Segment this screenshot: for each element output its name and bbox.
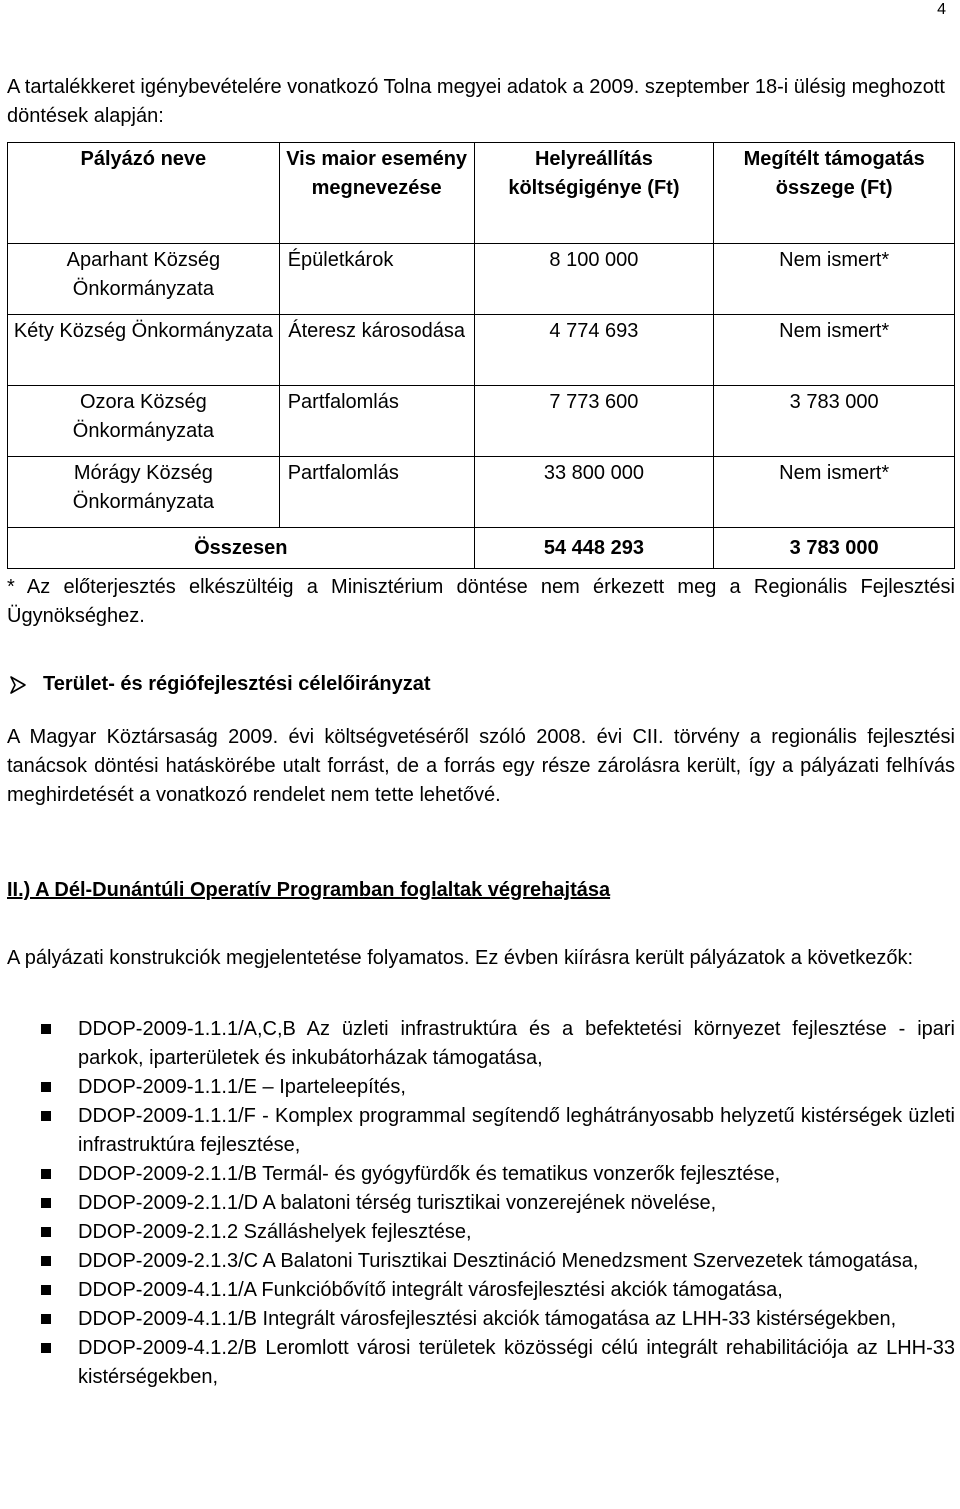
list-item xyxy=(7,1276,955,1305)
subsection-heading-text: Terület- és régiófejlesztési célelőirányzat xyxy=(43,673,431,695)
cell-event: Áteresz károsodása xyxy=(279,315,474,386)
list-item-text: DDOP-2009-1.1.1/F - Komplex programmal segítendő leghátrányosabb helyzetű kistérségek üzleti infrastruktúra fejlesztése, xyxy=(78,1105,955,1156)
list-item xyxy=(7,1247,955,1276)
header-event: Vis maior esemény megnevezése xyxy=(279,143,474,244)
tender-list xyxy=(7,1015,955,1392)
list-item-text: DDOP-2009-2.1.3/C A Balatoni Turisztikai Desztináció Menedzsment Szervezetek támogatása, xyxy=(78,1250,919,1272)
cell-cost: 7 773 600 xyxy=(474,386,714,457)
cell-support: Nem ismert* xyxy=(714,315,955,386)
cell-applicant: Ozora Község Önkormányzata xyxy=(8,386,280,457)
list-item-text: DDOP-2009-4.1.1/A Funkcióbővítő integrált városfejlesztési akciók támogatása, xyxy=(78,1279,783,1301)
list-item-text: DDOP-2009-1.1.1/E – Iparteleepítés, xyxy=(78,1076,406,1098)
list-item-text: DDOP-2009-4.1.1/B Integrált városfejlesztési akciók támogatása az LHH-33 kistérségekben, xyxy=(78,1308,897,1330)
table-total-row xyxy=(8,528,955,569)
cell-cost: 33 800 000 xyxy=(474,457,714,528)
cell-support: 3 783 000 xyxy=(714,386,955,457)
cell-event: Épületkárok xyxy=(279,244,474,315)
arrow-right-icon xyxy=(7,674,29,696)
total-support: 3 783 000 xyxy=(714,528,955,569)
bullet-square-icon xyxy=(41,1285,51,1295)
header-applicant: Pályázó neve xyxy=(8,143,280,244)
cell-cost: 8 100 000 xyxy=(474,244,714,315)
cell-support: Nem ismert* xyxy=(714,457,955,528)
table-row xyxy=(8,244,955,315)
list-item-text: DDOP-2009-4.1.2/B Leromlott városi területek közösségi célú integrált rehabilitációja az LHH-33 kistérségekben, xyxy=(78,1337,955,1388)
subsection-heading xyxy=(7,670,431,699)
list-item xyxy=(7,1015,955,1073)
cell-event: Partfalomlás xyxy=(279,386,474,457)
bullet-square-icon xyxy=(41,1314,51,1324)
list-item-text: DDOP-2009-2.1.1/B Termál- és gyógyfürdők és tematikus vonzerők fejlesztése, xyxy=(78,1163,781,1185)
page-number: 4 xyxy=(937,1,946,18)
list-item-text: DDOP-2009-1.1.1/A,C,B Az üzleti infrastruktúra és a befektetési környezet fejlesztése - ipari parkok, iparterületek és inkubátorházak támogatása, xyxy=(78,1018,955,1069)
list-item-text: DDOP-2009-2.1.2 Szálláshelyek fejlesztése, xyxy=(78,1221,472,1243)
list-item xyxy=(7,1073,955,1102)
header-support: Megítélt támogatás összege (Ft) xyxy=(714,143,955,244)
header-cost: Helyreállítás költségigénye (Ft) xyxy=(474,143,714,244)
bullet-square-icon xyxy=(41,1256,51,1266)
bullet-square-icon xyxy=(41,1343,51,1353)
bullet-square-icon xyxy=(41,1024,51,1034)
list-item xyxy=(7,1305,955,1334)
bullet-square-icon xyxy=(41,1111,51,1121)
list-item xyxy=(7,1102,955,1160)
total-cost: 54 448 293 xyxy=(474,528,714,569)
bullet-square-icon xyxy=(41,1227,51,1237)
list-item xyxy=(7,1189,955,1218)
table-header-row xyxy=(8,143,955,244)
table-row xyxy=(8,315,955,386)
cell-applicant: Aparhant Község Önkormányzata xyxy=(8,244,280,315)
table-row xyxy=(8,386,955,457)
cell-event: Partfalomlás xyxy=(279,457,474,528)
intro-paragraph: A tartalékkeret igénybevételére vonatkozó Tolna megyei adatok a 2009. szeptember 18-i ülésig meghozott döntések alapján: xyxy=(7,76,945,127)
bullet-square-icon xyxy=(41,1082,51,1092)
tenders-intro-paragraph: A pályázati konstrukciók megjelentetése folyamatos. Ez évben kiírásra került pályázatok a következők: xyxy=(7,947,914,969)
bullet-square-icon xyxy=(41,1198,51,1208)
list-item xyxy=(7,1160,955,1189)
total-label: Összesen xyxy=(8,528,475,569)
table-row xyxy=(8,457,955,528)
section-title: II.) A Dél-Dunántúli Operatív Programban foglaltak végrehajtása xyxy=(7,879,611,901)
cell-cost: 4 774 693 xyxy=(474,315,714,386)
list-item xyxy=(7,1334,955,1392)
footnote: * Az előterjesztés elkészültéig a Minisztérium döntése nem érkezett meg a Regionális Fejlesztési Ügynökséghez. xyxy=(7,576,955,627)
list-item xyxy=(7,1218,955,1247)
cell-applicant: Kéty Község Önkormányzata xyxy=(8,315,280,386)
cell-applicant: Mórágy Község Önkormányzata xyxy=(8,457,280,528)
cell-support: Nem ismert* xyxy=(714,244,955,315)
list-item-text: DDOP-2009-2.1.1/D A balatoni térség turisztikai vonzerejének növelése, xyxy=(78,1192,717,1214)
bullet-square-icon xyxy=(41,1169,51,1179)
budget-paragraph: A Magyar Köztársaság 2009. évi költségvetéséről szóló 2008. évi CII. törvény a regionális fejlesztési tanácsok döntési hatáskörébe utalt forrást, de a forrás egy része zárolásra került, így a pályázati felhívás meghirdetését a vonatkozó rendelet nem tette lehetővé. xyxy=(7,726,955,806)
allocation-table xyxy=(7,142,955,569)
